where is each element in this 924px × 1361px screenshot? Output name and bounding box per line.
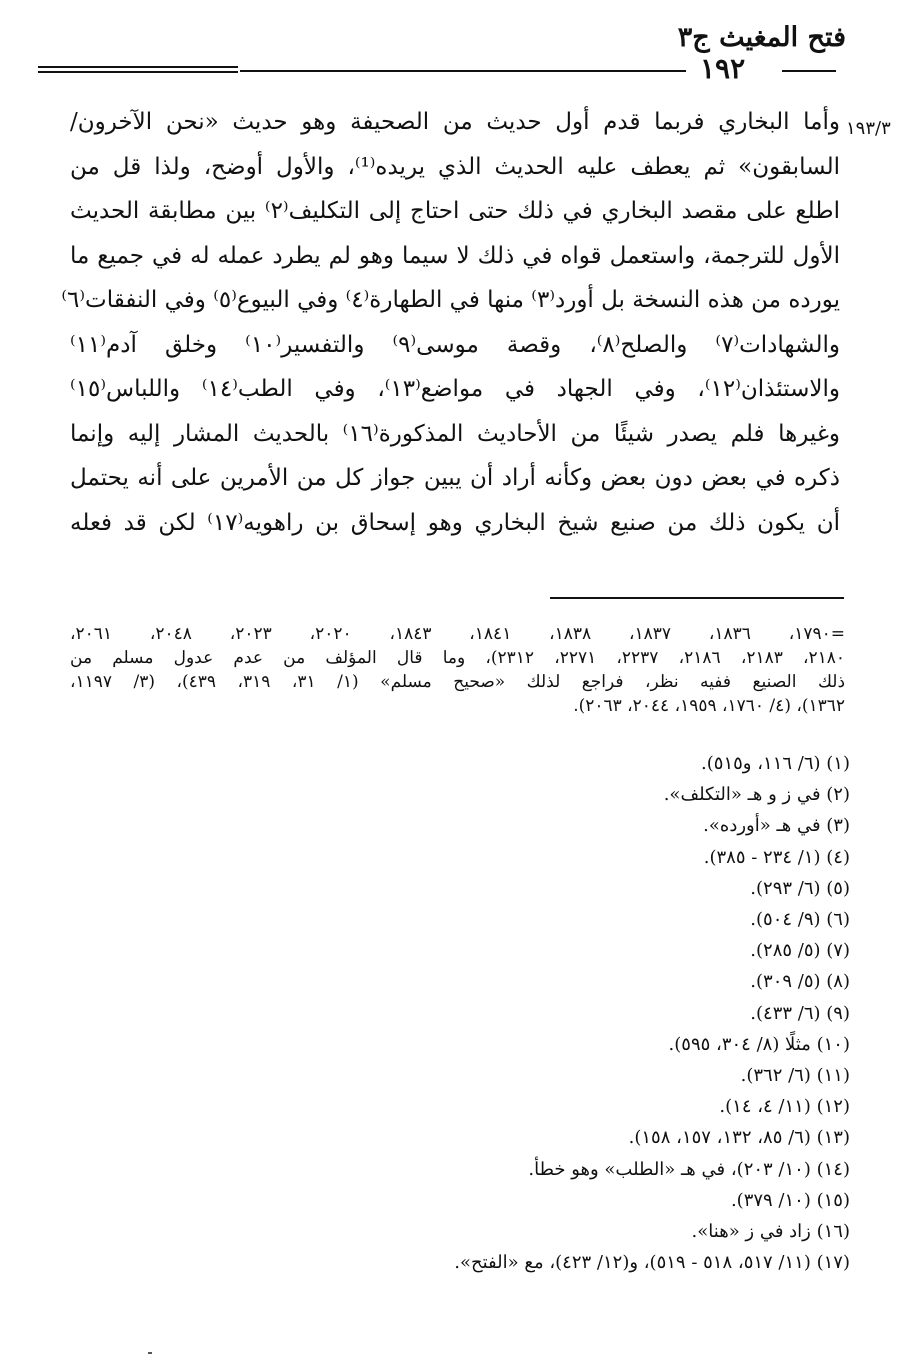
footnote-item: (٣) في هـ «أورده».	[703, 815, 850, 837]
footnote-continuation-line: ١٣٦٢)، (٤/ ١٧٦٠، ١٩٥٩، ٢٠٤٤، ٢٠٦٣).	[573, 696, 845, 716]
footnote-continuation-line: ٢١٨٠، ٢١٨٣، ٢١٨٦، ٢٢٣٧، ٢٢٧١، ٢٣١٢)، وما قال المؤلف من عدم عدول مسلم من	[70, 648, 846, 668]
footnote-item: (١٤) (١٠/ ٢٠٣)، في هـ «الطلب» وهو خطأ.	[528, 1158, 850, 1180]
header-rule-right	[782, 70, 836, 72]
footnote-item: (٧) (٥/ ٢٨٥).	[750, 940, 850, 962]
main-text-line: ذكره في بعض دون بعض وكأنه أراد أن يبين جواز كل من الأمرين على أنه يحتمل	[70, 465, 840, 491]
footnote-continuation-line: ذلك الصنيع ففيه نظر، فراجع لذلك «صحيح مسلم» (١/ ٣١، ٣١٩، ٤٣٩)، (٣/ ١١٩٧،	[70, 672, 846, 692]
main-text-line: وأما البخاري فربما قدم أول حديث من الصحيفة وهو حديث «نحن الآخرون/	[70, 109, 840, 135]
page-number: ١٩٢	[700, 52, 746, 85]
footnotes-list	[70, 748, 850, 1278]
margin-reference: ١٩٣/٣	[846, 118, 891, 139]
footnote-continuation-line: =١٧٩٠، ١٨٣٦، ١٨٣٧، ١٨٣٨، ١٨٤١، ١٨٤٣، ٢٠٢٠، ٢٠٢٣، ٢٠٤٨، ٢٠٦١،	[70, 624, 846, 644]
footnote-item: (٦) (٩/ ٥٠٤).	[750, 909, 850, 931]
footnote-item: (٤) (١/ ٢٣٤ - ٣٨٥).	[703, 846, 850, 868]
main-text-line: السابقون» ثم يعطف عليه الحديث الذي يريده⁽¹⁾، والأول أوضح، ولذا قل من	[70, 153, 840, 180]
footnote-continuation	[70, 622, 845, 718]
footnote-item: (١٦) زاد في ز «هنا».	[691, 1221, 850, 1243]
header-title-underline	[38, 66, 238, 68]
main-text-line: الأول للترجمة، واستعمل قواه في ذلك لا سيما وهو لم يطرد عمله له في جميع ما	[70, 242, 840, 269]
running-header-title: فتح المغيث ج٣	[677, 22, 846, 53]
main-text-line: اطلع على مقصد البخاري في ذلك حتى احتاج إلى التكليف⁽٢⁾ بين مطابقة الحديث	[70, 198, 840, 224]
main-text-line: يورده من هذه النسخة بل أورد⁽٣⁾ منها في الطهارة⁽٤⁾ وفي البيوع⁽٥⁾ وفي النفقات⁽٦⁾	[61, 287, 840, 313]
header-title-underline-second	[38, 71, 238, 73]
main-text	[61, 100, 841, 545]
footnote-item: (١١) (٦/ ٣٦٢).	[740, 1065, 850, 1087]
footnote-item: (١٣) (٦/ ٨٥، ١٣٢، ١٥٧، ١٥٨).	[628, 1127, 850, 1149]
header-rule-left	[240, 70, 686, 72]
print-speck	[148, 1352, 152, 1354]
footnote-item: (٢) في ز و هـ «التكلف».	[663, 784, 850, 806]
main-text-line: وغيرها فلم يصدر شيئًا من الأحاديث المذكورة⁽١٦⁾ بالحديث المشار إليه وإنما	[70, 420, 840, 447]
main-text-line: والاستئذان⁽١٢⁾، وفي الجهاد في مواضع⁽١٣⁾، وفي الطب⁽١٤⁾ واللباس⁽١٥⁾	[70, 376, 840, 402]
footnote-item: (١٢) (١١/ ٤، ١٤).	[719, 1096, 850, 1118]
footnote-item: (١٠) مثلًا (٨/ ٣٠٤، ٥٩٥).	[668, 1033, 850, 1055]
footnote-item: (١٧) (١١/ ٥١٧، ٥١٨ - ٥١٩)، و(١٢/ ٤٢٣)، مع «الفتح».	[454, 1252, 850, 1274]
footnote-item: (١٥) (١٠/ ٣٧٩).	[730, 1189, 850, 1211]
main-text-line: والشهادات⁽٧⁾ والصلح⁽٨⁾، وقصة موسى⁽٩⁾ والتفسير⁽١٠⁾ وخلق آدم⁽١١⁾	[70, 331, 841, 358]
footnote-separator	[550, 597, 844, 599]
footnote-item: (٨) (٥/ ٣٠٩).	[750, 971, 850, 993]
footnote-item: (١) (٦/ ١١٦، و٥١٥).	[701, 753, 850, 774]
footnote-item: (٥) (٦/ ٢٩٣).	[750, 877, 850, 899]
main-text-line: أن يكون ذلك من صنيع شيخ البخاري وهو إسحاق بن راهويه⁽١٧⁾ لكن قد فعله	[70, 509, 840, 536]
footnote-item: (٩) (٦/ ٤٣٣).	[750, 1002, 850, 1024]
